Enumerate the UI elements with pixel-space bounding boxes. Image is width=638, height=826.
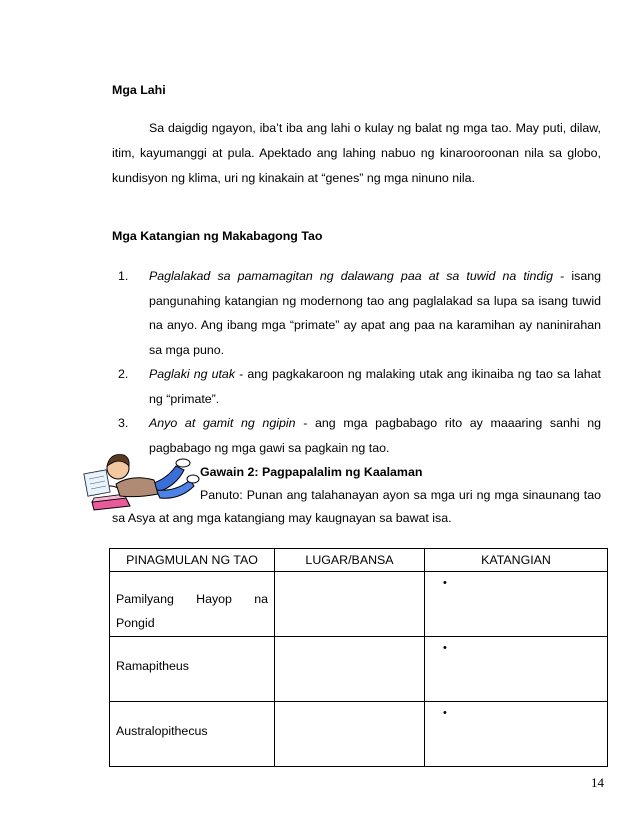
table-row bbox=[110, 702, 608, 767]
list-number: 3. bbox=[118, 416, 129, 430]
list-text: - ang mga pagbabago rito ay maaaring sanhi ng pagbabago ng mga gawi sa pagkain ng tao. bbox=[149, 416, 602, 455]
cell-pinagmulan bbox=[110, 572, 275, 637]
cell-name-line1: Ramapitheus bbox=[116, 659, 190, 673]
list-number: 2. bbox=[118, 367, 129, 381]
activity-table bbox=[109, 548, 608, 767]
bullet-point: • bbox=[443, 642, 447, 654]
cell-lugar[interactable] bbox=[275, 637, 425, 702]
boy-reading-clipart bbox=[80, 444, 200, 514]
cell-katangian[interactable] bbox=[425, 572, 608, 637]
cell-pinagmulan bbox=[110, 637, 275, 702]
cell-name-line1: Australopithecus bbox=[116, 724, 208, 738]
cell-name-line1: Pamilyang Hayop na bbox=[116, 592, 268, 606]
list-number: 1. bbox=[118, 269, 129, 283]
bullet-point: • bbox=[443, 707, 447, 719]
cell-lugar[interactable] bbox=[275, 702, 425, 767]
cell-lugar[interactable] bbox=[275, 572, 425, 637]
cell-katangian[interactable] bbox=[425, 637, 608, 702]
header-katangian: KATANGIAN bbox=[425, 549, 608, 572]
katangian-list bbox=[118, 264, 601, 460]
list-text: - ang pagkakaroon ng malaking utak ang ikinaiba ng tao sa lahat ng “primate”. bbox=[149, 367, 601, 406]
section-heading-mga-lahi: Mga Lahi bbox=[112, 83, 166, 97]
header-lugar: LUGAR/BANSA bbox=[275, 549, 425, 572]
page-number: 14 bbox=[591, 775, 604, 790]
paragraph-mga-lahi: Sa daigdig ngayon, iba’t iba ang lahi o kulay ng balat ng mga tao. May puti, dilaw, itim, kayumanggi at pula. Apektado ang lahing nabuo ng kinarooroonan nila sa globo, kundisyon ng klima, uri ng kinakain at “genes” ng mga ninuno nila. bbox=[112, 121, 601, 185]
bullet-point: • bbox=[443, 577, 447, 589]
list-item bbox=[118, 362, 601, 411]
table-header-row bbox=[110, 549, 608, 572]
activity-instructions-line2: sa Asya at ang mga katangiang may kaugnayan sa bawat isa. bbox=[112, 511, 452, 525]
section-heading-katangian: Mga Katangian ng Makabagong Tao bbox=[112, 229, 323, 243]
list-term: Paglaki ng utak bbox=[149, 367, 236, 381]
list-text: - isang pangunahing katangian ng modernong tao ang paglalakad sa lupa sa isang tuwid na anyo. Ang ibang mga “primate” ay apat ang paa na karamihan ay naninirahan sa mga puno. bbox=[149, 269, 601, 357]
table-row bbox=[110, 637, 608, 702]
cell-katangian[interactable] bbox=[425, 702, 608, 767]
cell-name-line2: Pongid bbox=[116, 616, 155, 630]
list-item bbox=[118, 264, 601, 362]
activity-title: Gawain 2: Pagpapalalim ng Kaalaman bbox=[200, 465, 423, 479]
table-row bbox=[110, 572, 608, 637]
cell-pinagmulan bbox=[110, 702, 275, 767]
activity-instructions-line1: Panuto: Punan ang talahanayan ayon sa mga uri ng mga sinaunang tao bbox=[200, 488, 601, 502]
list-term: Anyo at gamit ng ngipin bbox=[149, 416, 296, 430]
header-pinagmulan: PINAGMULAN NG TAO bbox=[110, 549, 275, 572]
list-term: Paglalakad sa pamamagitan ng dalawang paa at sa tuwid na tindig bbox=[149, 269, 553, 283]
